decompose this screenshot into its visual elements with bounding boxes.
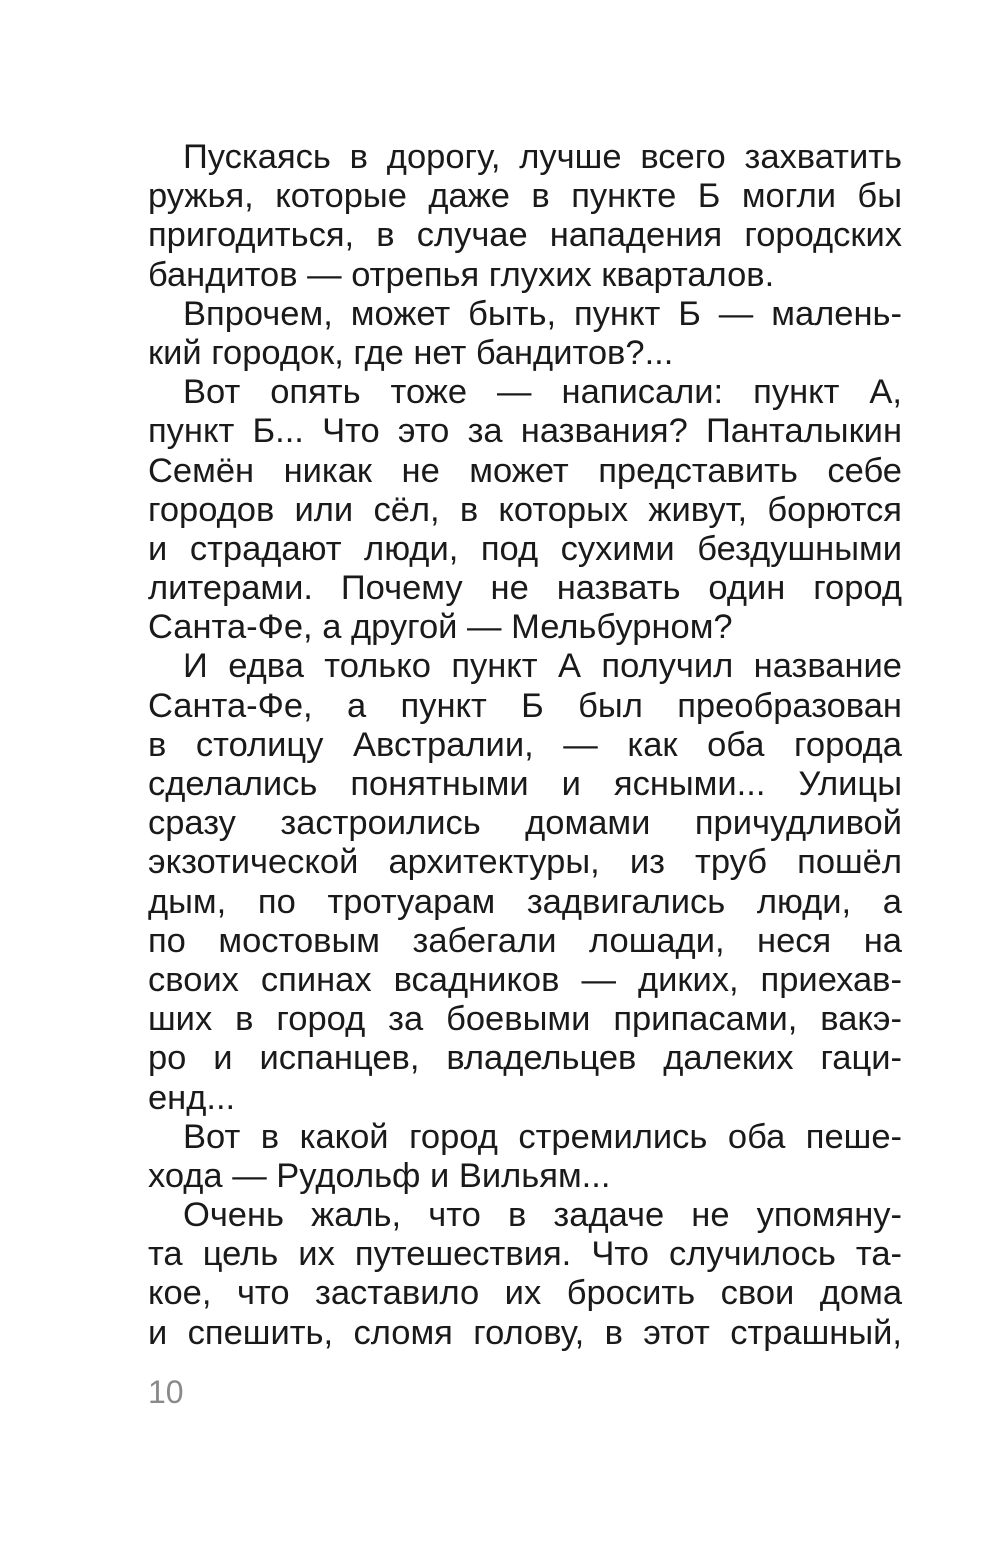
text-line: и спешить, сломя голову, в этот страшный, (148, 1313, 902, 1352)
text-line: сделались понятными и ясными... Улицы (148, 765, 902, 803)
text-line: в столицу Австралии, — как оба города (148, 725, 902, 764)
text-line: та цель их путешествия. Что случилось та- (148, 1235, 902, 1274)
text-line: пункт Б... Что это за названия? Панталыкин (148, 412, 902, 451)
text-line: хода — Рудольф и Вильям... (148, 1156, 611, 1195)
text-line: по мостовым забегали лошади, неся на (148, 921, 902, 960)
text-line: сразу застроились домами причудливой (148, 804, 902, 843)
text-line: Вот опять тоже — написали: пункт А, (183, 373, 902, 412)
text-line: и страдают люди, под сухими бездушными (148, 529, 902, 568)
text-line: дым, по тротуарам задвигались люди, а (148, 882, 902, 921)
page-number: 10 (148, 1374, 184, 1410)
text-line: Очень жаль, что в задаче не упомяну- (183, 1196, 902, 1235)
text-line: литерами. Почему не назвать один город (148, 569, 902, 608)
text-line: пригодиться, в случае нападения городских (148, 216, 902, 255)
text-line: ружья, которые даже в пункте Б могли бы (148, 177, 902, 216)
text-line: кий городок, где нет бандитов?... (148, 333, 674, 372)
text-line: И едва только пункт А получил название (183, 647, 902, 686)
text-line: экзотической архитектуры, из труб пошёл (148, 843, 902, 882)
text-line: Впрочем, может быть, пункт Б — малень- (183, 294, 902, 333)
text-line: Пускаясь в дорогу, лучше всего захватить (183, 138, 902, 176)
text-line: Санта-Фе, а пункт Б был преобразован (148, 686, 902, 725)
text-line: ро и испанцев, владельцев далеких гаци- (148, 1039, 902, 1078)
text-line: городов или сёл, в которых живут, борются (148, 490, 902, 529)
text-line: Вот в какой город стремились оба пеше- (183, 1117, 902, 1156)
text-line: своих спинах всадников — диких, приехав- (148, 960, 902, 999)
text-line: Семён никак не может представить себе (148, 451, 902, 490)
text-line: енд... (148, 1078, 236, 1117)
text-line: кое, что заставило их бросить свои дома (148, 1274, 902, 1313)
text-line: бандитов — отрепья глухих кварталов. (148, 255, 775, 294)
text-line: Санта-Фе, а другой — Мельбурном? (148, 608, 733, 647)
body-text (148, 138, 902, 1353)
text-line: ших в город за боевыми припасами, вакэ- (148, 1000, 902, 1039)
